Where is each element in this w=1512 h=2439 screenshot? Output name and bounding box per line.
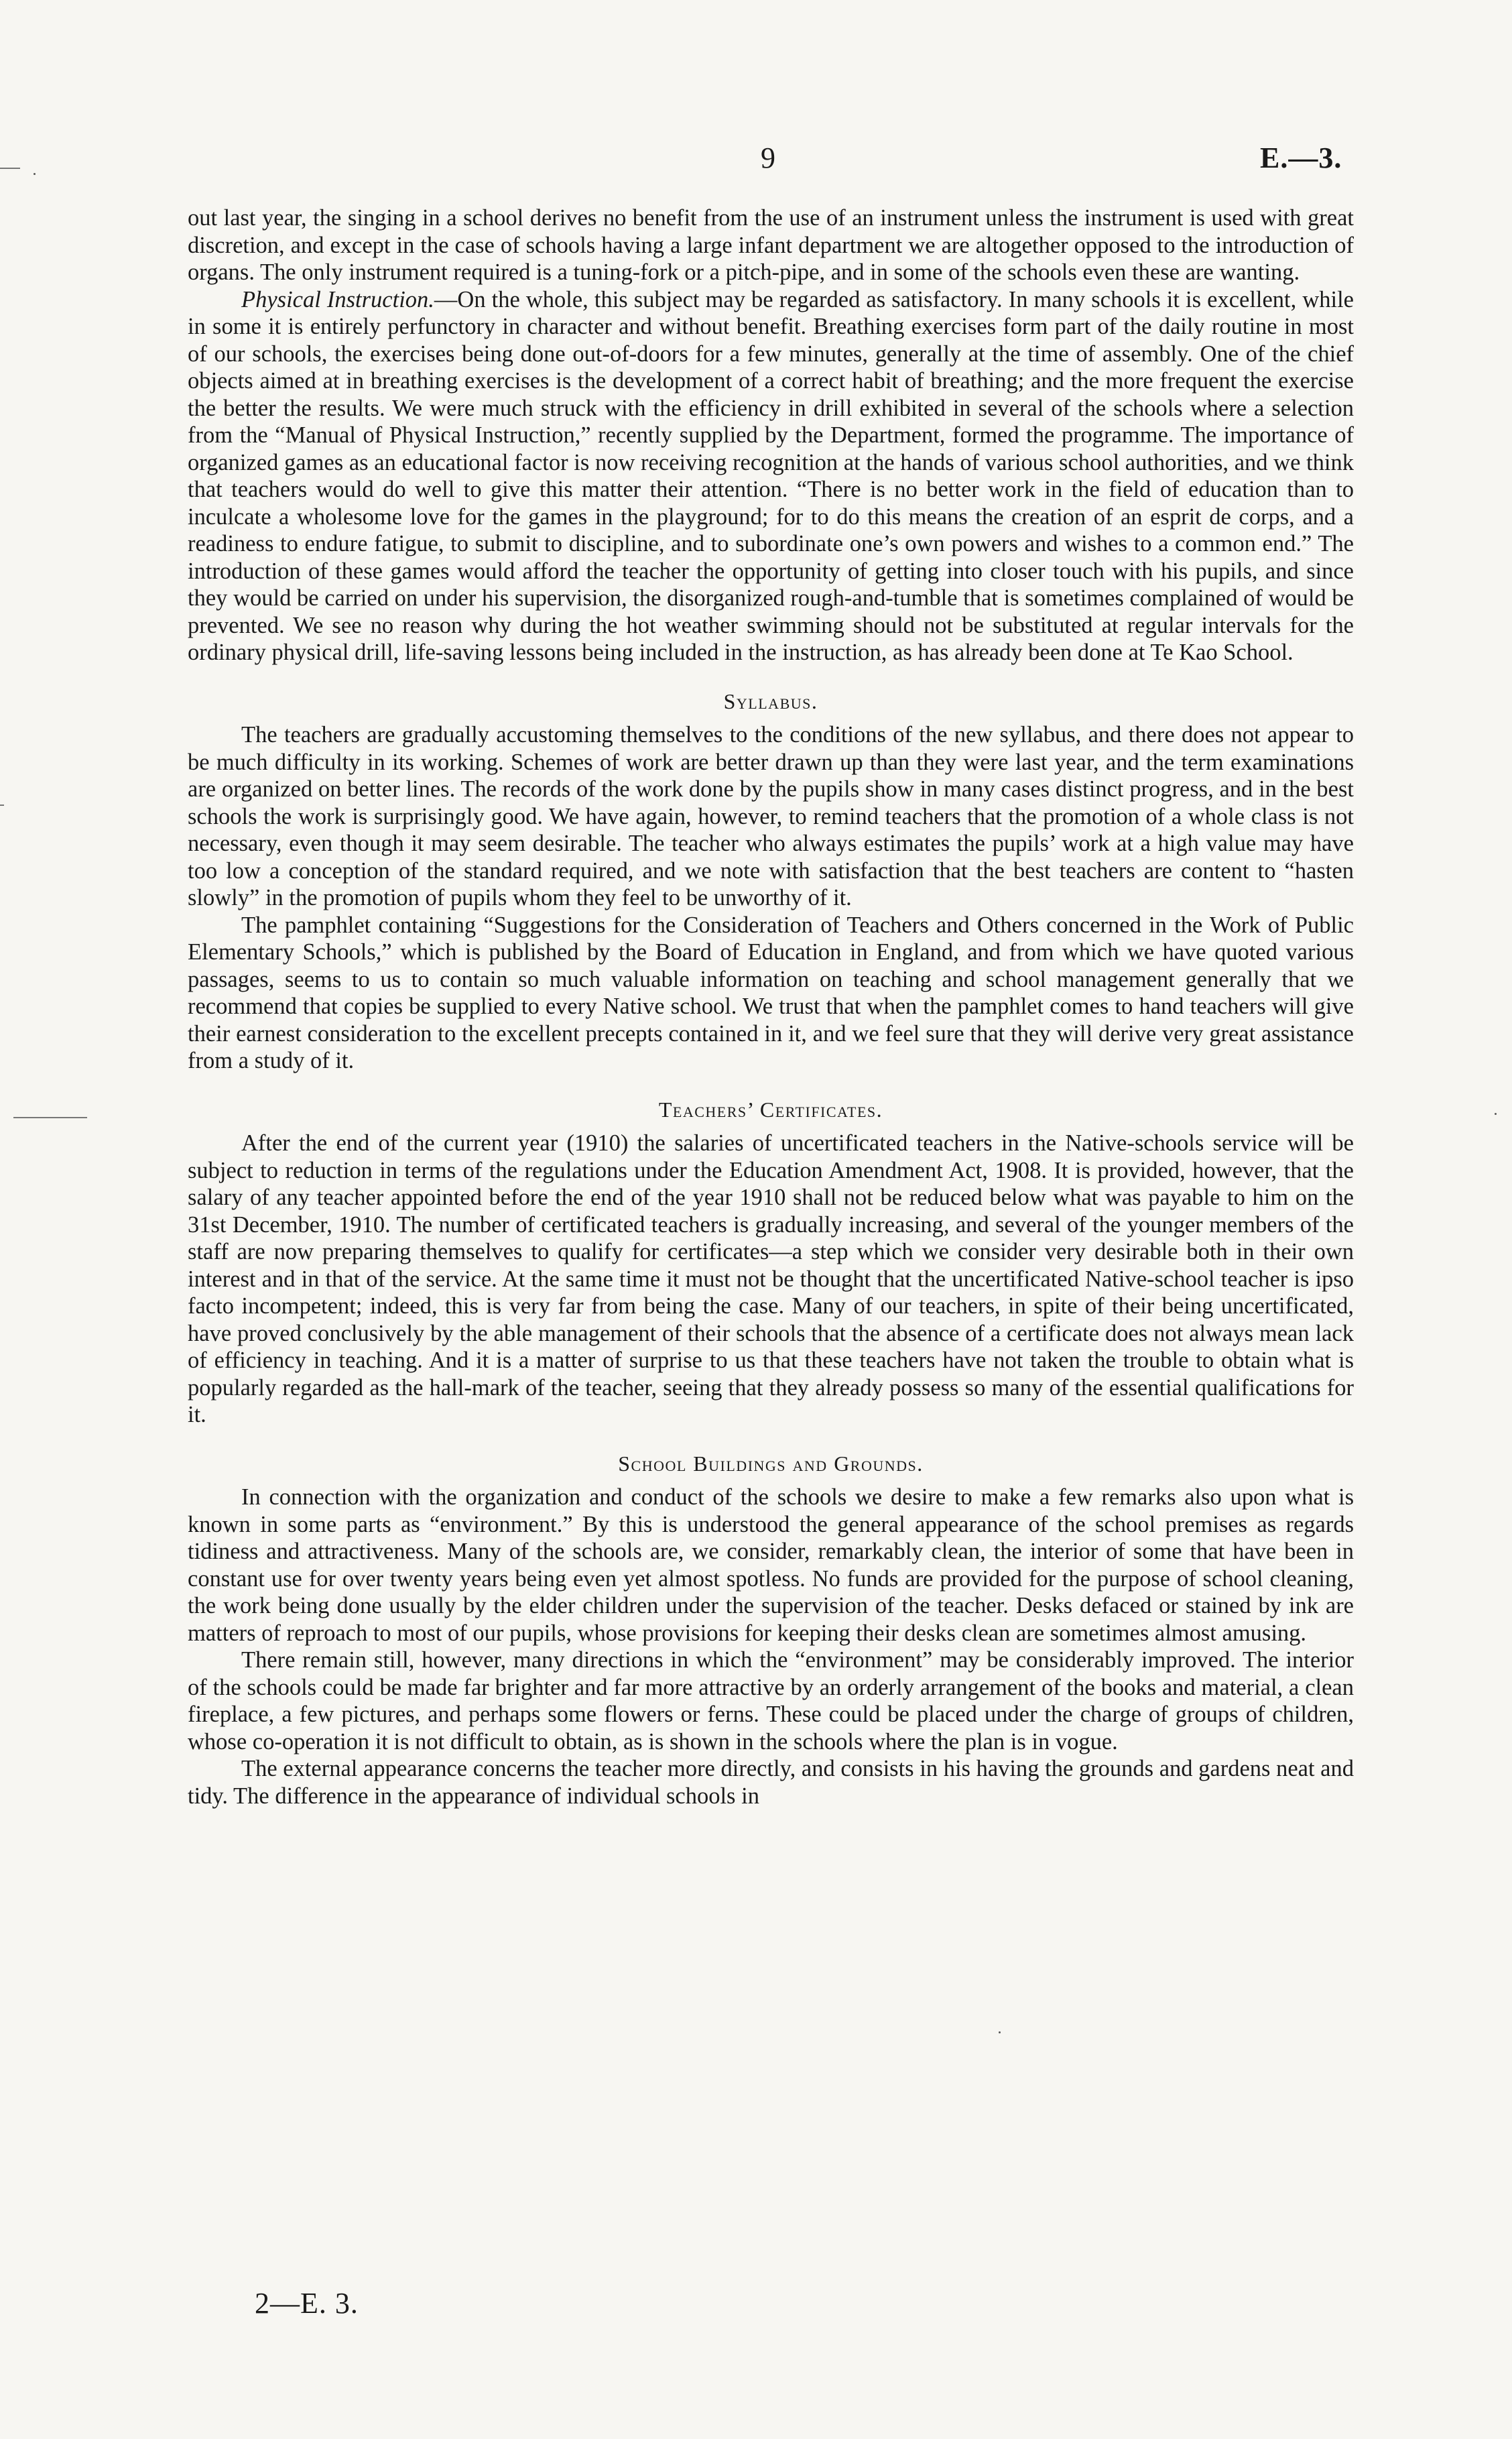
syllabus-paragraph: The pamphlet containing “Suggestions for the Consideration of Teachers and Others concerned in the Work of Public Elementary Schools,” which is published by the Board of Education in England, and from which we have quoted various passages, seems to us to contain so much valuable information on teaching and school management generally that we recommend that copies be supplied to every Native school. We trust that when the pamphlet comes to hand teachers will give their earnest consideration to the excellent precepts contained in it, and we feel sure that they will derive very great assistance from a study of it. xyxy=(188,912,1354,1073)
school-buildings-heading: School Buildings and Grounds. xyxy=(618,1451,924,1476)
physical-instruction-heading: Physical Instruction. xyxy=(241,286,434,312)
scan-speck xyxy=(34,173,36,175)
scan-speck xyxy=(1495,1113,1497,1115)
continuation-paragraph: out last year, the singing in a school derives no benefit from the use of an instrument unless the instrument is used with great discretion, and except in the case of schools having a large infant department we are altogether opposed to the introduction of organs. The only instrument required is a tuning-fork or a pitch-pipe, and in some of the schools even these are wanting. xyxy=(188,205,1354,285)
syllabus-paragraph: The teachers are gradually accustoming themselves to the conditions of the new syllabus, and there does not appear to be much difficulty in its working. Schemes of work are better drawn up than they were last year, and the term examinations are organized on better lines. The records of the work done by the pupils show in many cases distinct progress, and in the best schools the work is surprisingly good. We have again, however, to remind teachers that the promotion of a whole class is not necessary, even though it may seem desirable. The teacher who always estimates the pupils’ work at a high value may have too low a conception of the standard required, and we note with satisfaction that the best teachers are content to “hasten slowly” in the promotion of pupils whom they feel to be unworthy of it. xyxy=(188,722,1354,910)
physical-instruction-text: —On the whole, this subject may be regarded as satisfactory. In many schools it is excellent, while in some it is entirely perfunctory in character and without benefit. Breathing exercises form part of the daily routine in most of our schools, the exercises being done out-of-doors for a few minutes, generally at the time of assembly. One of the chief objects aimed at in breathing exercises is the development of a correct habit of breathing; and the more frequent the exercise the better the results. We were much struck with the efficiency in drill exhibited in several of the schools where a selection from the “Manual of Physical Instruction,” recently supplied by the Department, formed the programme. The importance of organized games as an educational factor is now receiving recognition at the hands of various school authorities, and we think that teachers would do well to give this matter their attention. “There is no better work in the field of education than to inculcate a wholesome love for the games in the playground; for to do this means the creation of an esprit de corps, and a readiness to endure fatigue, to submit to discipline, and to subordinate one’s own powers and wishes to a common end.” The introduction of these games would afford the teacher the opportunity of getting into closer touch with his pupils, and since they would be carried on under his supervision, the disorganized rough-and-tumble that is sometimes complained of would be prevented. We see no reason why during the hot weather swimming should not be substituted at regular intervals for the ordinary physical drill, life-saving lessons being included in the instruction, as has already been done at Te Kao School. xyxy=(188,286,1354,665)
teachers-certificates-paragraph: After the end of the current year (1910) the salaries of uncertificated teachers in the Native-schools service will be subject to reduction in terms of the regulations under the Education Amendment Act, 1908. It is provided, however, that the salary of any teacher appointed before the end of the year 1910 shall not be reduced below what was payable to him on the 31st December, 1910. The number of certificated teachers is gradually increasing, and several of the younger members of the staff are now preparing themselves to qualify for certificates—a step which we consider very desirable both in their own interest and in that of the service. At the same time it must not be thought that the uncertificated Native-school teacher is ipso facto incompetent; indeed, this is very far from being the case. Many of our teachers, in spite of their being uncertificated, have proved conclusively by the able management of their schools that the absence of a certificate does not always mean lack of efficiency in teaching. And it is a matter of surprise to us that these teachers have not taken the trouble to obtain what is popularly regarded as the hall-mark of the teacher, seeing that they already possess so many of the essential qualifications for it. xyxy=(188,1130,1354,1427)
physical-instruction-paragraph xyxy=(188,286,1354,666)
scan-speck xyxy=(999,2031,1001,2033)
page-header xyxy=(0,141,1512,181)
school-buildings-paragraph: The external appearance concerns the teacher more directly, and consists in his having the grounds and gardens neat and tidy. The difference in the appearance of individual schools in xyxy=(188,1756,1354,1809)
syllabus-heading: Syllabus. xyxy=(723,689,818,713)
scan-margin-mark xyxy=(0,805,4,806)
scan-margin-mark xyxy=(0,168,20,169)
report-code: E.—3. xyxy=(1260,141,1342,174)
school-buildings-paragraph: In connection with the organization and conduct of the schools we desire to make a few remarks also upon what is known in some parts as “environment.” By this is understood the general appearance of the school premises as regards tidiness and attractiveness. Many of the schools are, we consider, remarkably clean, the interior of some that have been in constant use for over twenty years being even yet almost spotless. No funds are provided for the purpose of school cleaning, the work being done usually by the elder children under the supervision of the teacher. Desks defaced or stained by ink are matters of reproach to most of our pupils, whose provisions for keeping their desks clean are sometimes almost amusing. xyxy=(188,1484,1354,1646)
scan-margin-mark xyxy=(13,1117,87,1118)
teachers-certificates-heading: Teachers’ Certificates. xyxy=(658,1097,883,1122)
page-number: 9 xyxy=(761,141,775,174)
footer-signature: 2—E. 3. xyxy=(255,2287,359,2320)
document-body xyxy=(188,204,1354,1809)
school-buildings-paragraph: There remain still, however, many directions in which the “environment” may be considerably improved. The interior of the schools could be made far brighter and far more attractive by an orderly arrangement of the books and material, a clean fireplace, a few pictures, and perhaps some flowers or ferns. These could be placed under the charge of groups of children, whose co-operation it is not difficult to obtain, as is shown in the schools where the plan is in vogue. xyxy=(188,1647,1354,1754)
